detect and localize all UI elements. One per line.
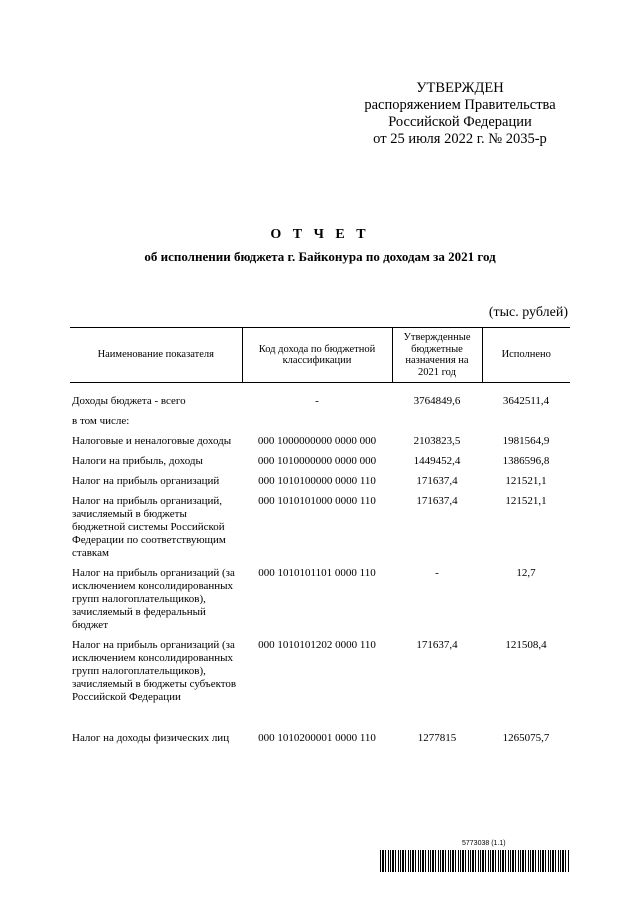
row-code <box>242 412 392 432</box>
revenue-table <box>70 327 570 749</box>
row-name: Доходы бюджета - всего <box>72 395 186 407</box>
row-approved <box>392 412 482 432</box>
row-code: 000 1010101101 0000 110 <box>258 567 376 579</box>
report-subtitle: об исполнении бюджета г. Байконура по доходам за 2021 год <box>144 249 496 264</box>
table-row <box>70 564 570 636</box>
barcode-image <box>380 850 570 872</box>
row-name: Налог на прибыль организаций (за исключением консолидированных групп налогоплательщиков), зачисляемый в бюджеты субъектов Российской Федерации <box>72 639 237 703</box>
report-title: О Т Ч Е Т <box>270 227 370 242</box>
header-approved: Утвержденные бюджетные назначения на 2021 год <box>392 328 482 383</box>
row-approved: 2103823,5 <box>413 435 461 447</box>
row-code: 000 1010101202 0000 110 <box>258 639 376 651</box>
table-row <box>70 432 570 452</box>
row-approved: 171637,4 <box>416 495 458 507</box>
approval-block <box>340 80 580 148</box>
approval-line-3: Российской Федерации <box>388 114 532 130</box>
table-row <box>70 383 570 413</box>
row-approved: 1449452,4 <box>413 455 461 467</box>
row-code: 000 1010200001 0000 110 <box>258 732 376 744</box>
row-name: в том числе: <box>72 415 130 427</box>
table-row <box>70 452 570 472</box>
row-executed: 1386596,8 <box>502 455 550 467</box>
approval-line-2: распоряжением Правительства <box>364 97 556 113</box>
row-code: 000 1000000000 0000 000 <box>257 435 377 447</box>
row-approved: 1277815 <box>417 732 457 744</box>
row-code: 000 1010100000 0000 110 <box>258 475 376 487</box>
row-code: 000 1010000000 0000 000 <box>257 455 377 467</box>
row-executed: 1981564,9 <box>502 435 550 447</box>
row-approved: 171637,4 <box>416 475 458 487</box>
table-row <box>70 492 570 564</box>
table-header-row <box>70 328 570 383</box>
units-label: (тыс. рублей) <box>488 305 568 320</box>
row-executed: 1265075,7 <box>502 732 550 744</box>
row-name: Налог на прибыль организаций (за исключением консолидированных групп налогоплательщиков), зачисляемый в федеральный бюджет <box>72 567 235 631</box>
row-executed: 121508,4 <box>505 639 547 651</box>
table-row <box>70 472 570 492</box>
table-row <box>70 636 570 708</box>
header-name: Наименование показателя <box>70 328 242 383</box>
row-approved: 3764849,6 <box>413 395 461 407</box>
table-row <box>70 412 570 432</box>
row-executed: 3642511,4 <box>502 395 550 407</box>
row-name: Налоги на прибыль, доходы <box>72 455 203 467</box>
approval-line-4: от 25 июля 2022 г. № 2035-р <box>373 131 547 147</box>
barcode-number: 5773038 (1.1) <box>462 840 506 847</box>
row-name: Налоговые и неналоговые доходы <box>72 435 232 447</box>
row-code: 000 1010101000 0000 110 <box>258 495 376 507</box>
row-executed: 121521,1 <box>505 475 547 487</box>
header-code: Код дохода по бюджетной классификации <box>242 328 392 383</box>
row-executed: 121521,1 <box>505 495 547 507</box>
row-code: - <box>315 395 319 407</box>
row-name: Налог на прибыль организаций <box>72 475 220 487</box>
row-name: Налог на доходы физических лиц <box>72 732 230 744</box>
approval-line-1: УТВЕРЖДЕН <box>416 80 504 96</box>
table-row <box>70 708 570 749</box>
row-approved: - <box>435 567 439 579</box>
row-name: Налог на прибыль организаций, зачисляемый в бюджеты бюджетной системы Российской Федерации по соответствующим ставкам <box>72 495 226 559</box>
row-approved: 171637,4 <box>416 639 458 651</box>
row-executed <box>482 412 570 432</box>
header-executed: Исполнено <box>482 328 570 383</box>
row-executed: 12,7 <box>516 567 536 579</box>
